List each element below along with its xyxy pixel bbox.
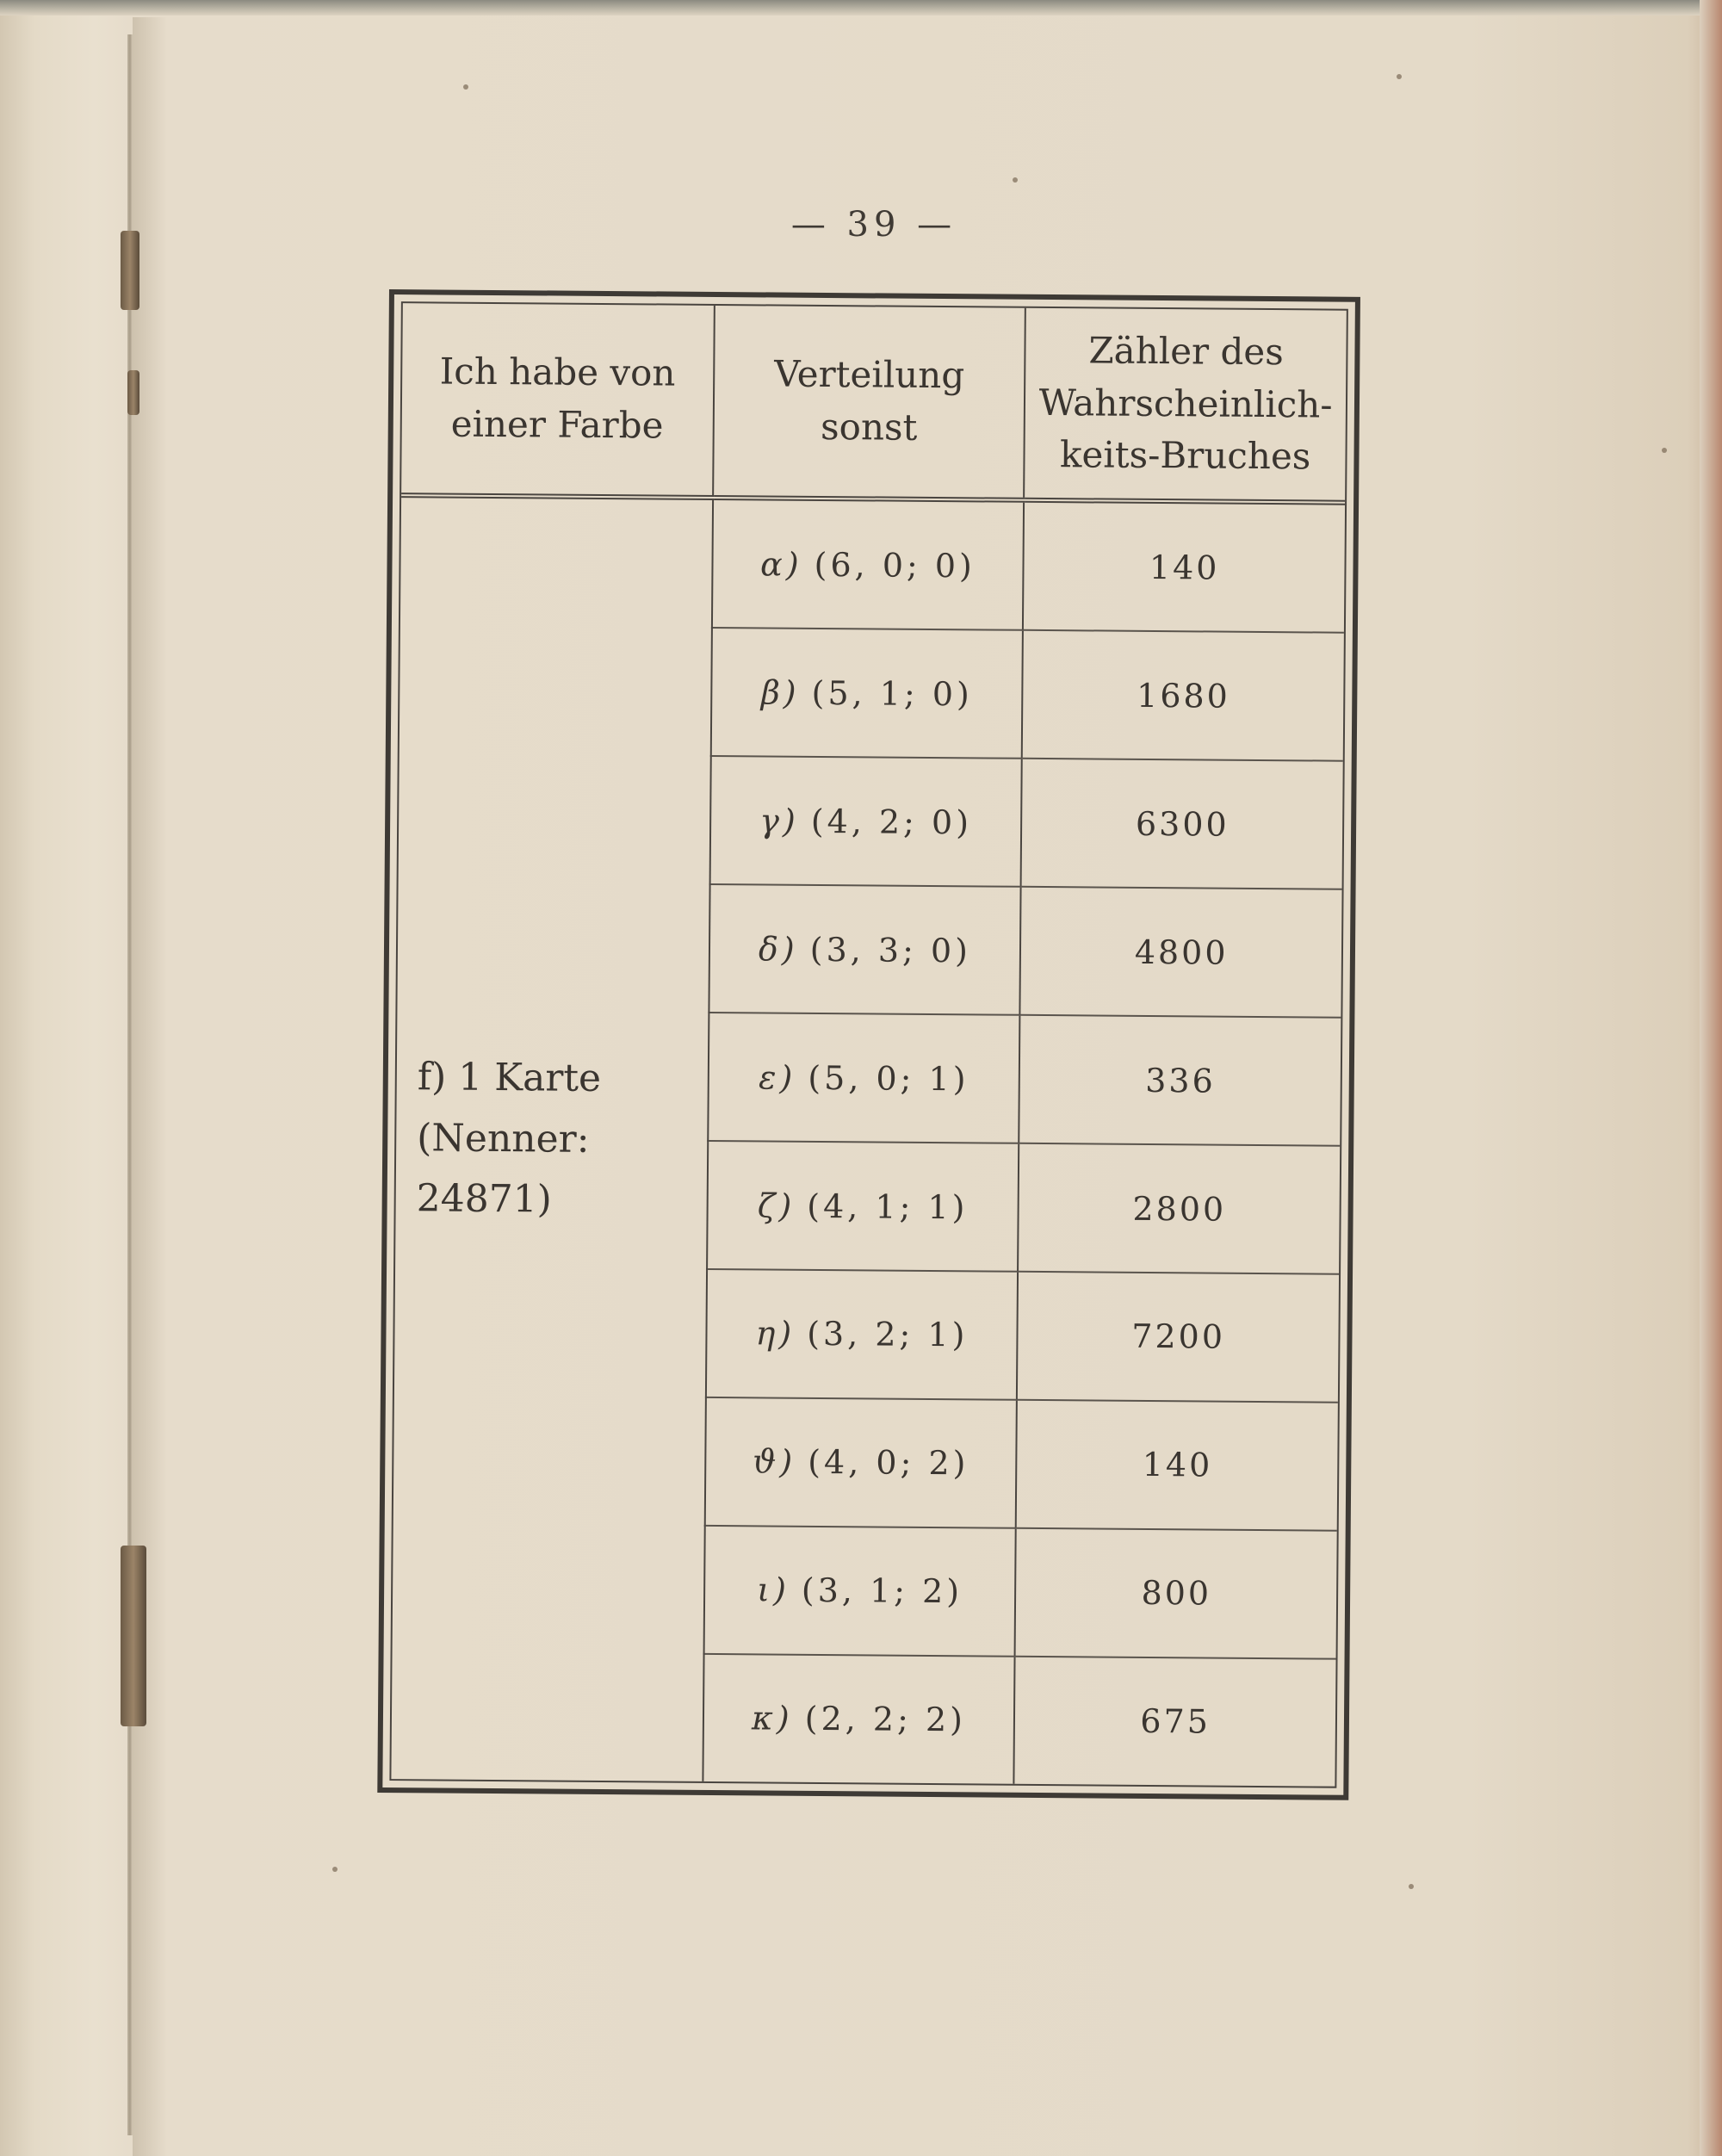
book-right-edge <box>1700 0 1722 2156</box>
distribution-value: (5, 0; 1) <box>808 1058 969 1098</box>
gutter-shadow <box>133 17 167 2156</box>
paper-speck <box>1662 448 1667 453</box>
numerator-cell: 140 <box>1023 500 1345 633</box>
header-suit-count: Ich habe von einer Farbe <box>401 303 714 498</box>
distribution-cell <box>708 1013 1020 1143</box>
distribution-cell <box>709 756 1022 887</box>
distribution-value: (4, 1; 1) <box>807 1186 969 1226</box>
numerator-cell: 7200 <box>1017 1272 1339 1403</box>
distribution-cell <box>712 498 1025 630</box>
paper-speck <box>1013 177 1018 183</box>
numerator-cell: 675 <box>1140 1702 1211 1742</box>
book-gutter <box>127 34 133 2135</box>
group-denominator: (Nenner: 24871) <box>416 1116 590 1222</box>
distribution-cell <box>707 1141 1019 1272</box>
row-label: δ) <box>758 929 798 969</box>
row-label: ι) <box>756 1571 790 1610</box>
distribution-cell <box>709 884 1021 1015</box>
table-row <box>400 495 1345 633</box>
row-label: ε) <box>758 1057 796 1097</box>
row-label: ζ) <box>757 1186 796 1225</box>
paper-speck <box>332 1867 338 1872</box>
binding-staple-icon <box>127 370 139 415</box>
row-label: ϑ) <box>753 1442 796 1482</box>
page-number: — 39 — <box>790 205 957 245</box>
row-label: κ) <box>751 1699 793 1738</box>
paper-speck <box>1397 74 1402 79</box>
distribution-cell <box>706 1269 1019 1400</box>
numerator-cell: 2800 <box>1018 1143 1340 1274</box>
distribution-value: (5, 1; 0) <box>811 673 974 713</box>
distribution-value: (3, 3; 0) <box>809 930 972 970</box>
distribution-value: (6, 0; 0) <box>814 545 976 585</box>
distribution-cell <box>703 1526 1016 1657</box>
probability-table <box>377 289 1360 1800</box>
numerator-cell: 336 <box>1019 1015 1341 1146</box>
row-label: γ) <box>759 801 799 840</box>
distribution-cell <box>703 1654 1015 1784</box>
header-distribution: Verteilung sonst <box>713 306 1025 500</box>
paper-speck <box>1409 1884 1414 1889</box>
distribution-value: (4, 0; 2) <box>808 1443 969 1483</box>
distribution-value: (3, 2; 1) <box>807 1315 969 1354</box>
numerator-cell: 1680 <box>1022 630 1344 761</box>
row-label: β) <box>760 672 800 712</box>
group-label: f) 1 Karte <box>417 1055 602 1101</box>
row-label: α) <box>759 544 802 584</box>
distribution-value: (2, 2; 2) <box>804 1700 967 1739</box>
header-numerator: Zähler des Wahrscheinlich-keits-Bruches <box>1024 308 1346 503</box>
distribution-cell <box>710 628 1023 759</box>
distribution-value: (3, 1; 2) <box>801 1571 963 1611</box>
numerator-cell: 140 <box>1016 1400 1338 1531</box>
group-cell <box>391 495 712 1781</box>
book-top-edge <box>0 0 1722 15</box>
row-label: η) <box>755 1314 796 1354</box>
numerator-cell: 6300 <box>1021 759 1343 889</box>
paper-speck <box>463 84 468 90</box>
table-header-row <box>401 303 1347 503</box>
distribution-value: (4, 2; 0) <box>810 802 973 841</box>
binding-staple-icon <box>121 1546 146 1726</box>
table-inner-frame <box>389 301 1347 1788</box>
data-table <box>391 303 1346 1787</box>
numerator-cell: 4800 <box>1020 887 1342 1018</box>
numerator-cell: 800 <box>1015 1528 1337 1659</box>
distribution-cell <box>704 1397 1017 1528</box>
